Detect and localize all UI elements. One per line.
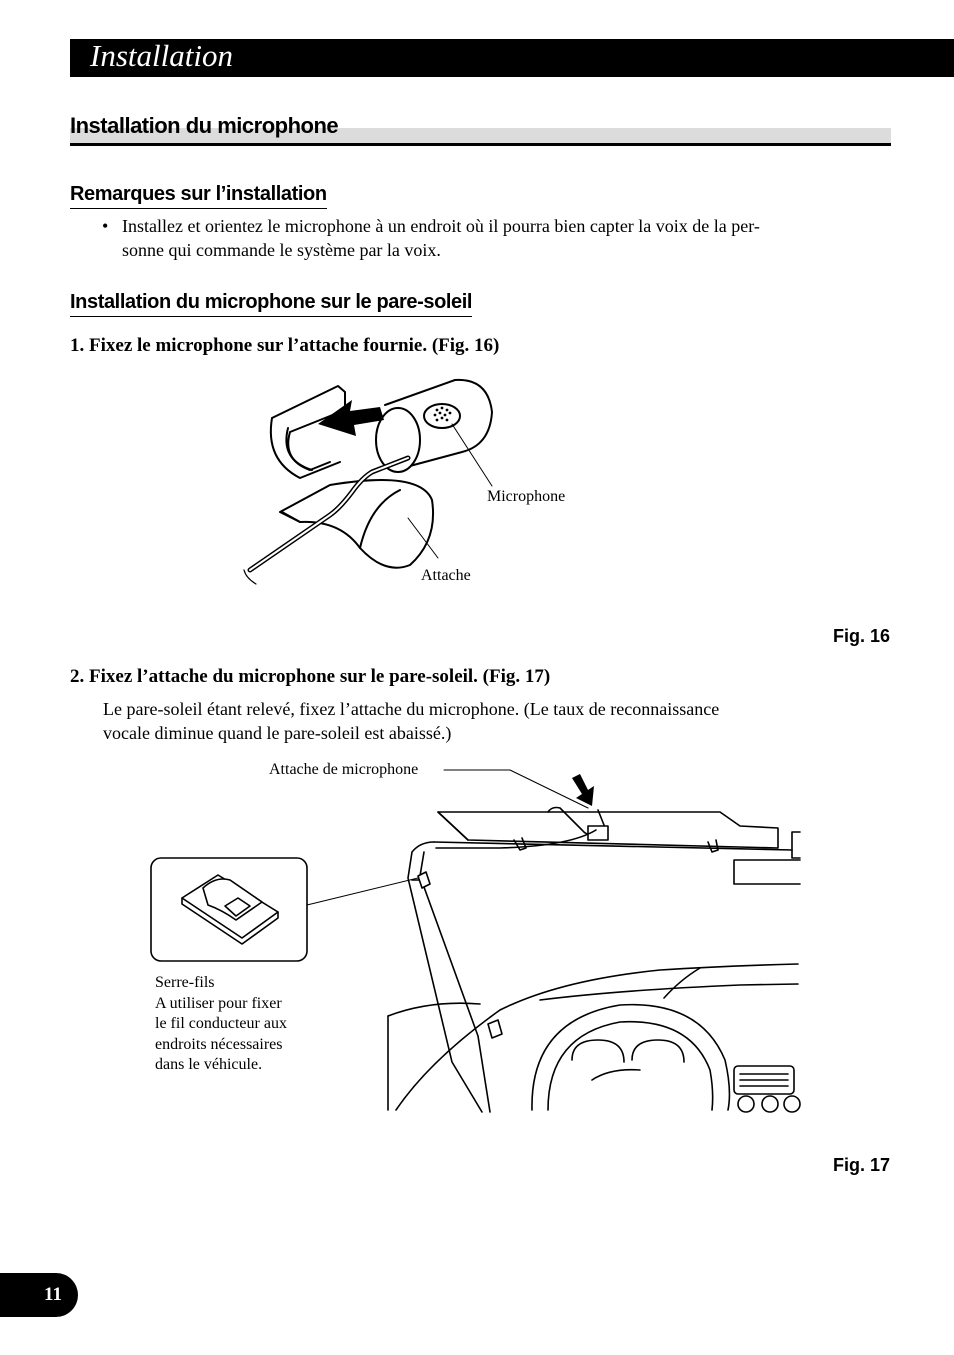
fig17-clamp-desc-3: endroits nécessaires [155, 1036, 283, 1053]
fig16-microphone-label: Microphone [487, 488, 566, 505]
fig17-clamp-title: Serre-fils [155, 974, 215, 991]
step-2-line-2: vocale diminue quand le pare-soleil est abaissé.) [103, 723, 452, 743]
sunvisor-heading: Installation du microphone sur le pare-soleil [70, 290, 472, 317]
step-1: 1. Fixez le microphone sur l’attache fournie. (Fig. 16) [70, 335, 500, 356]
step-2: 2. Fixez l’attache du microphone sur le pare-soleil. (Fig. 17) [70, 666, 551, 687]
fig17-clamp-desc-4: dans le véhicule. [155, 1056, 263, 1073]
remarks-line-1: Installez et orientez le microphone à un endroit où il pourra bien capter la voix de la per- [122, 216, 760, 236]
remarks-heading: Remarques sur l’installation [70, 182, 327, 209]
remarks-line-2: sonne qui commande le système par la voix. [122, 240, 441, 260]
fig17-clamp-desc-1: A utiliser pour fixer [155, 995, 282, 1012]
fig16-clip-label: Attache [421, 567, 471, 584]
fig16-caption: Fig. 16 [833, 626, 891, 646]
page-header-title: Installation [90, 38, 233, 73]
section-title: Installation du microphone [70, 113, 339, 138]
fig17-caption: Fig. 17 [833, 1155, 891, 1175]
page-number: 11 [0, 1273, 78, 1317]
remarks-bullet: • [102, 216, 109, 236]
fig17-clip-label: Attache de microphone [269, 761, 419, 778]
step-2-line-1: Le pare-soleil étant relevé, fixez l’attache du microphone. (Le taux de reconnaissance [103, 699, 720, 719]
fig17-clamp-desc-2: le fil conducteur aux [155, 1015, 287, 1032]
